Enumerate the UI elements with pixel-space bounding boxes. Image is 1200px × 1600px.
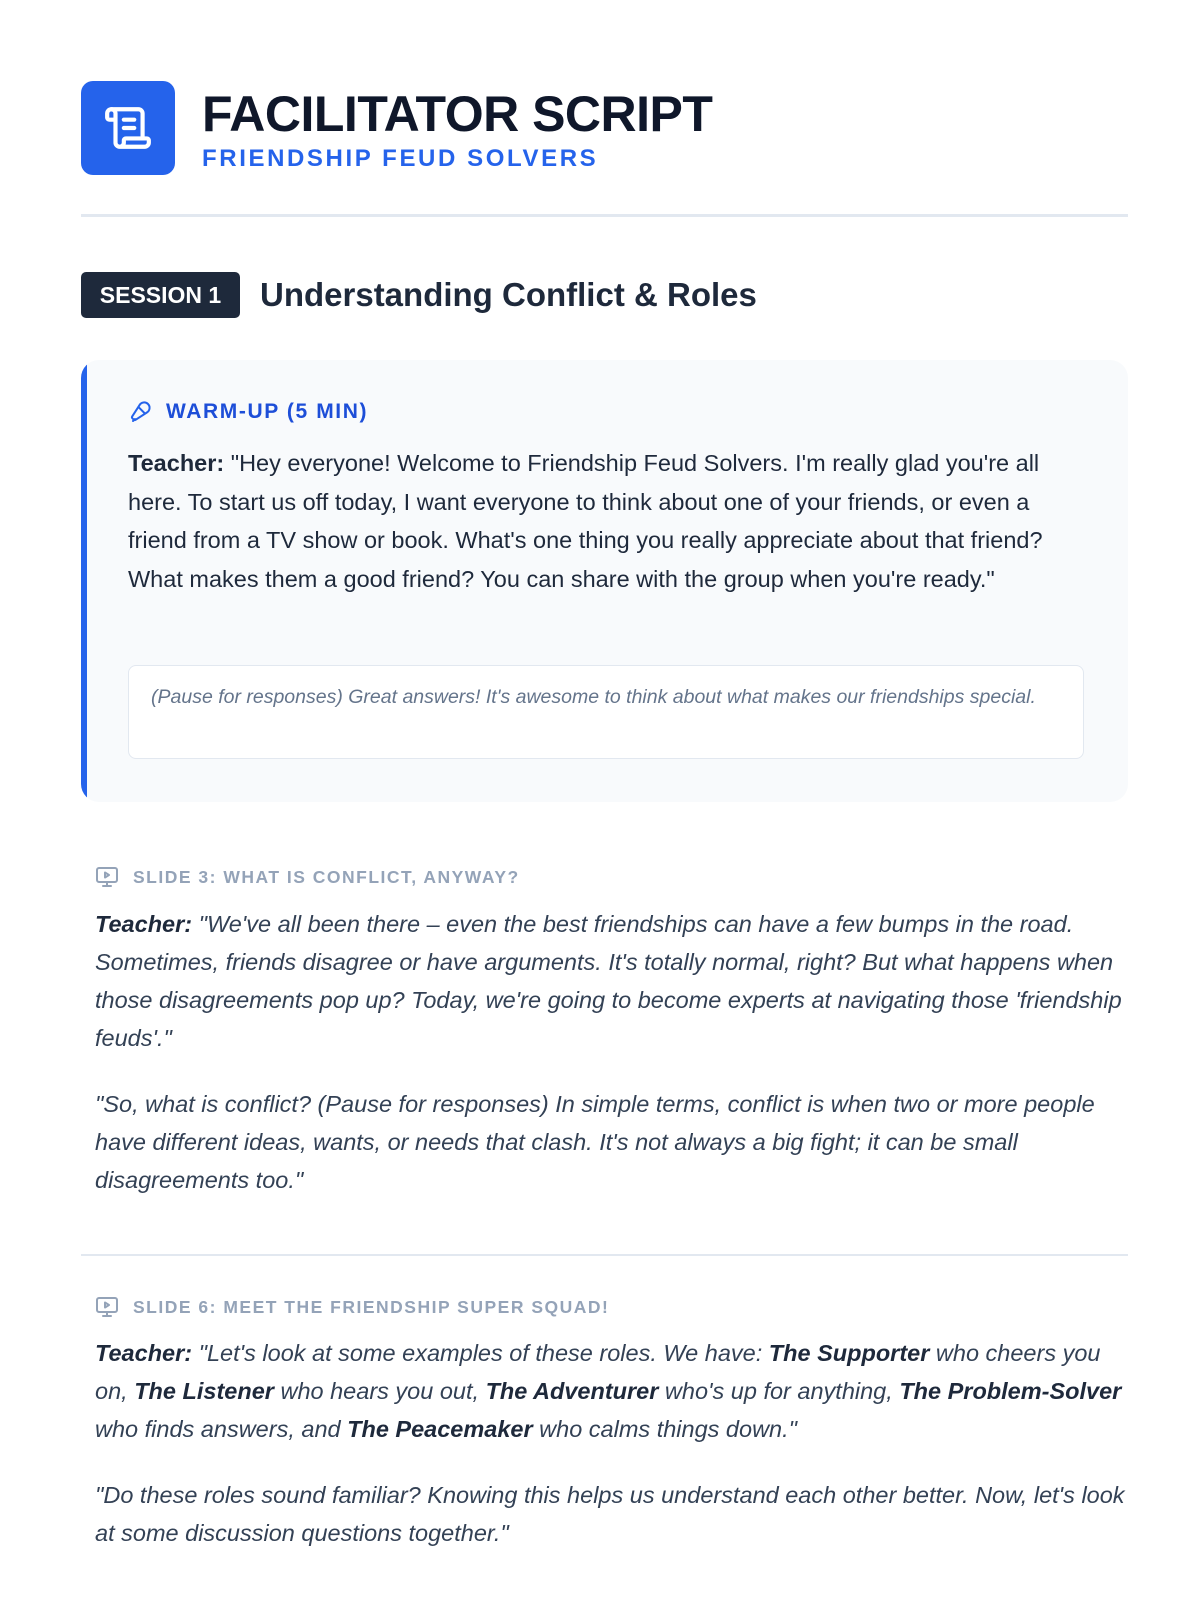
presentation-icon bbox=[95, 1295, 119, 1319]
slide-6-label-text: SLIDE 6: MEET THE FRIENDSHIP SUPER SQUAD! bbox=[133, 1296, 610, 1317]
warmup-script bbox=[128, 444, 1088, 598]
warmup-card bbox=[81, 360, 1128, 802]
speaker-label: Teacher: bbox=[128, 450, 225, 476]
header-divider bbox=[81, 214, 1128, 217]
slide-6-text-part: who calms things down." bbox=[532, 1416, 797, 1442]
slide-6-script-2: "Do these roles sound familiar? Knowing this helps us understand each other better. Now, let's look at some discussion questions together." bbox=[95, 1482, 1125, 1546]
session-badge: SESSION 1 bbox=[81, 272, 240, 318]
role-adventurer: The Adventurer bbox=[485, 1378, 659, 1404]
page-subtitle: FRIENDSHIP FEUD SOLVERS bbox=[202, 145, 599, 172]
page-title: FACILITATOR SCRIPT bbox=[202, 86, 713, 142]
slide-6-script-1 bbox=[95, 1334, 1125, 1448]
role-peacemaker: The Peacemaker bbox=[347, 1416, 533, 1442]
slide-3-label bbox=[95, 862, 520, 892]
facilitator-note: (Pause for responses) Great answers! It's awesome to think about what makes our friendships special. bbox=[128, 665, 1084, 759]
warmup-script-text: "Hey everyone! Welcome to Friendship Feud Solvers. I'm really glad you're all here. To start us off today, I want everyone to think about one of your friends, or even a friend from a TV show or book. What's one thing you really appreciate about that friend? What makes them a good friend? You can share with the group when you're ready." bbox=[128, 450, 1043, 592]
role-listener: The Listener bbox=[134, 1378, 274, 1404]
slide-6-text-part: who cheers you on, bbox=[95, 1340, 1101, 1404]
speaker-label: Teacher: bbox=[95, 911, 193, 937]
slide-3-script-1 bbox=[95, 905, 1125, 1057]
slide-6-text-part: "Let's look at some examples of these roles. We have: bbox=[192, 1340, 769, 1366]
card-accent-bar bbox=[81, 360, 87, 802]
logo-badge bbox=[81, 81, 175, 175]
session-title: Understanding Conflict & Roles bbox=[260, 276, 757, 313]
slide-3-script-2: "So, what is conflict? (Pause for responses) In simple terms, conflict is when two or more people have different ideas, wants, or needs that clash. It's not always a big fight; it can be small disagreements too." bbox=[95, 1091, 1095, 1193]
presentation-icon bbox=[95, 865, 119, 889]
slide-3-label-text: SLIDE 3: WHAT IS CONFLICT, ANYWAY? bbox=[133, 866, 520, 887]
slide-6-text-part: who finds answers, and bbox=[95, 1416, 348, 1442]
warmup-label bbox=[128, 397, 368, 427]
slide-6-text-part: who's up for anything, bbox=[658, 1378, 900, 1404]
slide-6-label bbox=[95, 1292, 609, 1322]
role-supporter: The Supporter bbox=[768, 1340, 930, 1366]
warmup-label-text: WARM-UP (5 MIN) bbox=[166, 400, 369, 423]
section-divider bbox=[81, 1254, 1128, 1256]
slide-3-text-1: "We've all been there – even the best friendships can have a few bumps in the road. Sometimes, friends disagree or have arguments. It's totally normal, right? But what happens when those disagreements pop up? Today, we're going to become experts at navigating those 'friendship feuds'." bbox=[95, 911, 1122, 1051]
role-problem-solver: The Problem-Solver bbox=[899, 1378, 1122, 1404]
microphone-icon bbox=[128, 400, 152, 424]
speaker-label: Teacher: bbox=[95, 1340, 193, 1366]
page-header bbox=[81, 81, 1128, 221]
scroll-icon bbox=[103, 103, 153, 153]
slide-6-text-part: who hears you out, bbox=[273, 1378, 486, 1404]
